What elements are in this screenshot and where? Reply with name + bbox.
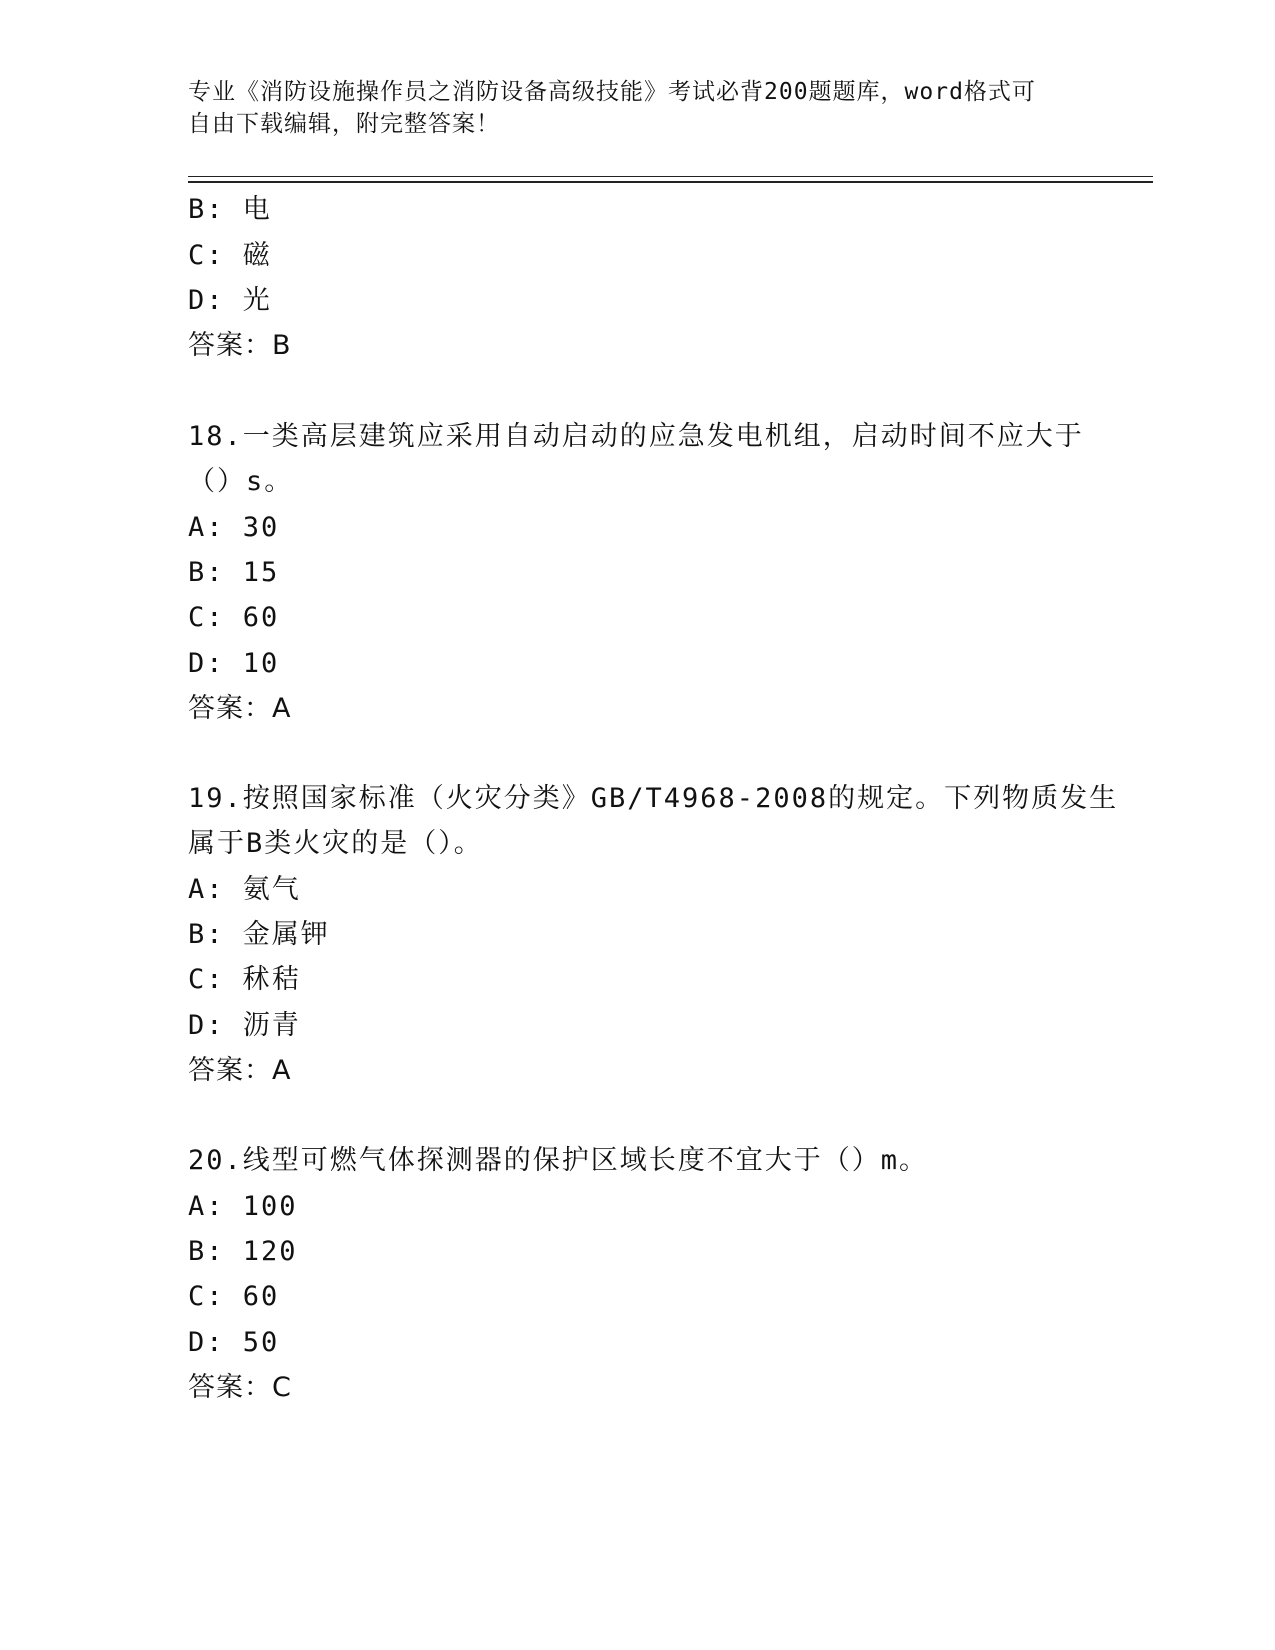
q17-option-b: B: 电 xyxy=(188,194,272,225)
header-line-1: 专业《消防设施操作员之消防设备高级技能》考试必背200题题库，word格式可 xyxy=(188,79,1036,105)
q17-option-c: C: 磁 xyxy=(188,240,272,271)
q17-answer: 答案：B xyxy=(188,330,292,361)
q18-option-b: B: 15 xyxy=(188,557,280,588)
q19-option-b: B: 金属钾 xyxy=(188,919,330,950)
q18-stem-line-2: （）s。 xyxy=(188,466,294,497)
q18-option-c: C: 60 xyxy=(188,602,280,633)
q18-stem-line-1: 18.一类高层建筑应采用自动启动的应急发电机组，启动时间不应大于 xyxy=(188,421,1084,452)
q18-answer: 答案：A xyxy=(188,693,292,724)
q20-option-c: C: 60 xyxy=(188,1281,280,1312)
header-line-2: 自由下载编辑，附完整答案！ xyxy=(188,111,500,137)
document-header xyxy=(188,76,1068,140)
q19-stem-line-1: 19.按照国家标准（火灾分类》GB/T4968-2008的规定。下列物质发生 xyxy=(188,783,1119,814)
q18-option-a: A: 30 xyxy=(188,512,280,543)
q20-option-b: B: 120 xyxy=(188,1236,298,1267)
q20-option-d: D: 50 xyxy=(188,1327,280,1358)
q17-option-d: D: 光 xyxy=(188,285,272,316)
q19-answer: 答案：A xyxy=(188,1055,292,1086)
header-divider-thick xyxy=(188,181,1153,183)
q18-option-d: D: 10 xyxy=(188,648,280,679)
q20-answer: 答案：C xyxy=(188,1372,292,1403)
q20-stem-line-1: 20.线型可燃气体探测器的保护区域长度不宜大于（）m。 xyxy=(188,1145,929,1176)
q19-option-a: A: 氨气 xyxy=(188,874,301,905)
q19-option-d: D: 沥青 xyxy=(188,1010,301,1041)
q19-stem-line-2: 属于B类火灾的是（）。 xyxy=(188,828,483,859)
q20-option-a: A: 100 xyxy=(188,1191,298,1222)
header-divider-thin xyxy=(188,176,1153,177)
q19-option-c: C: 秫秸 xyxy=(188,964,301,995)
